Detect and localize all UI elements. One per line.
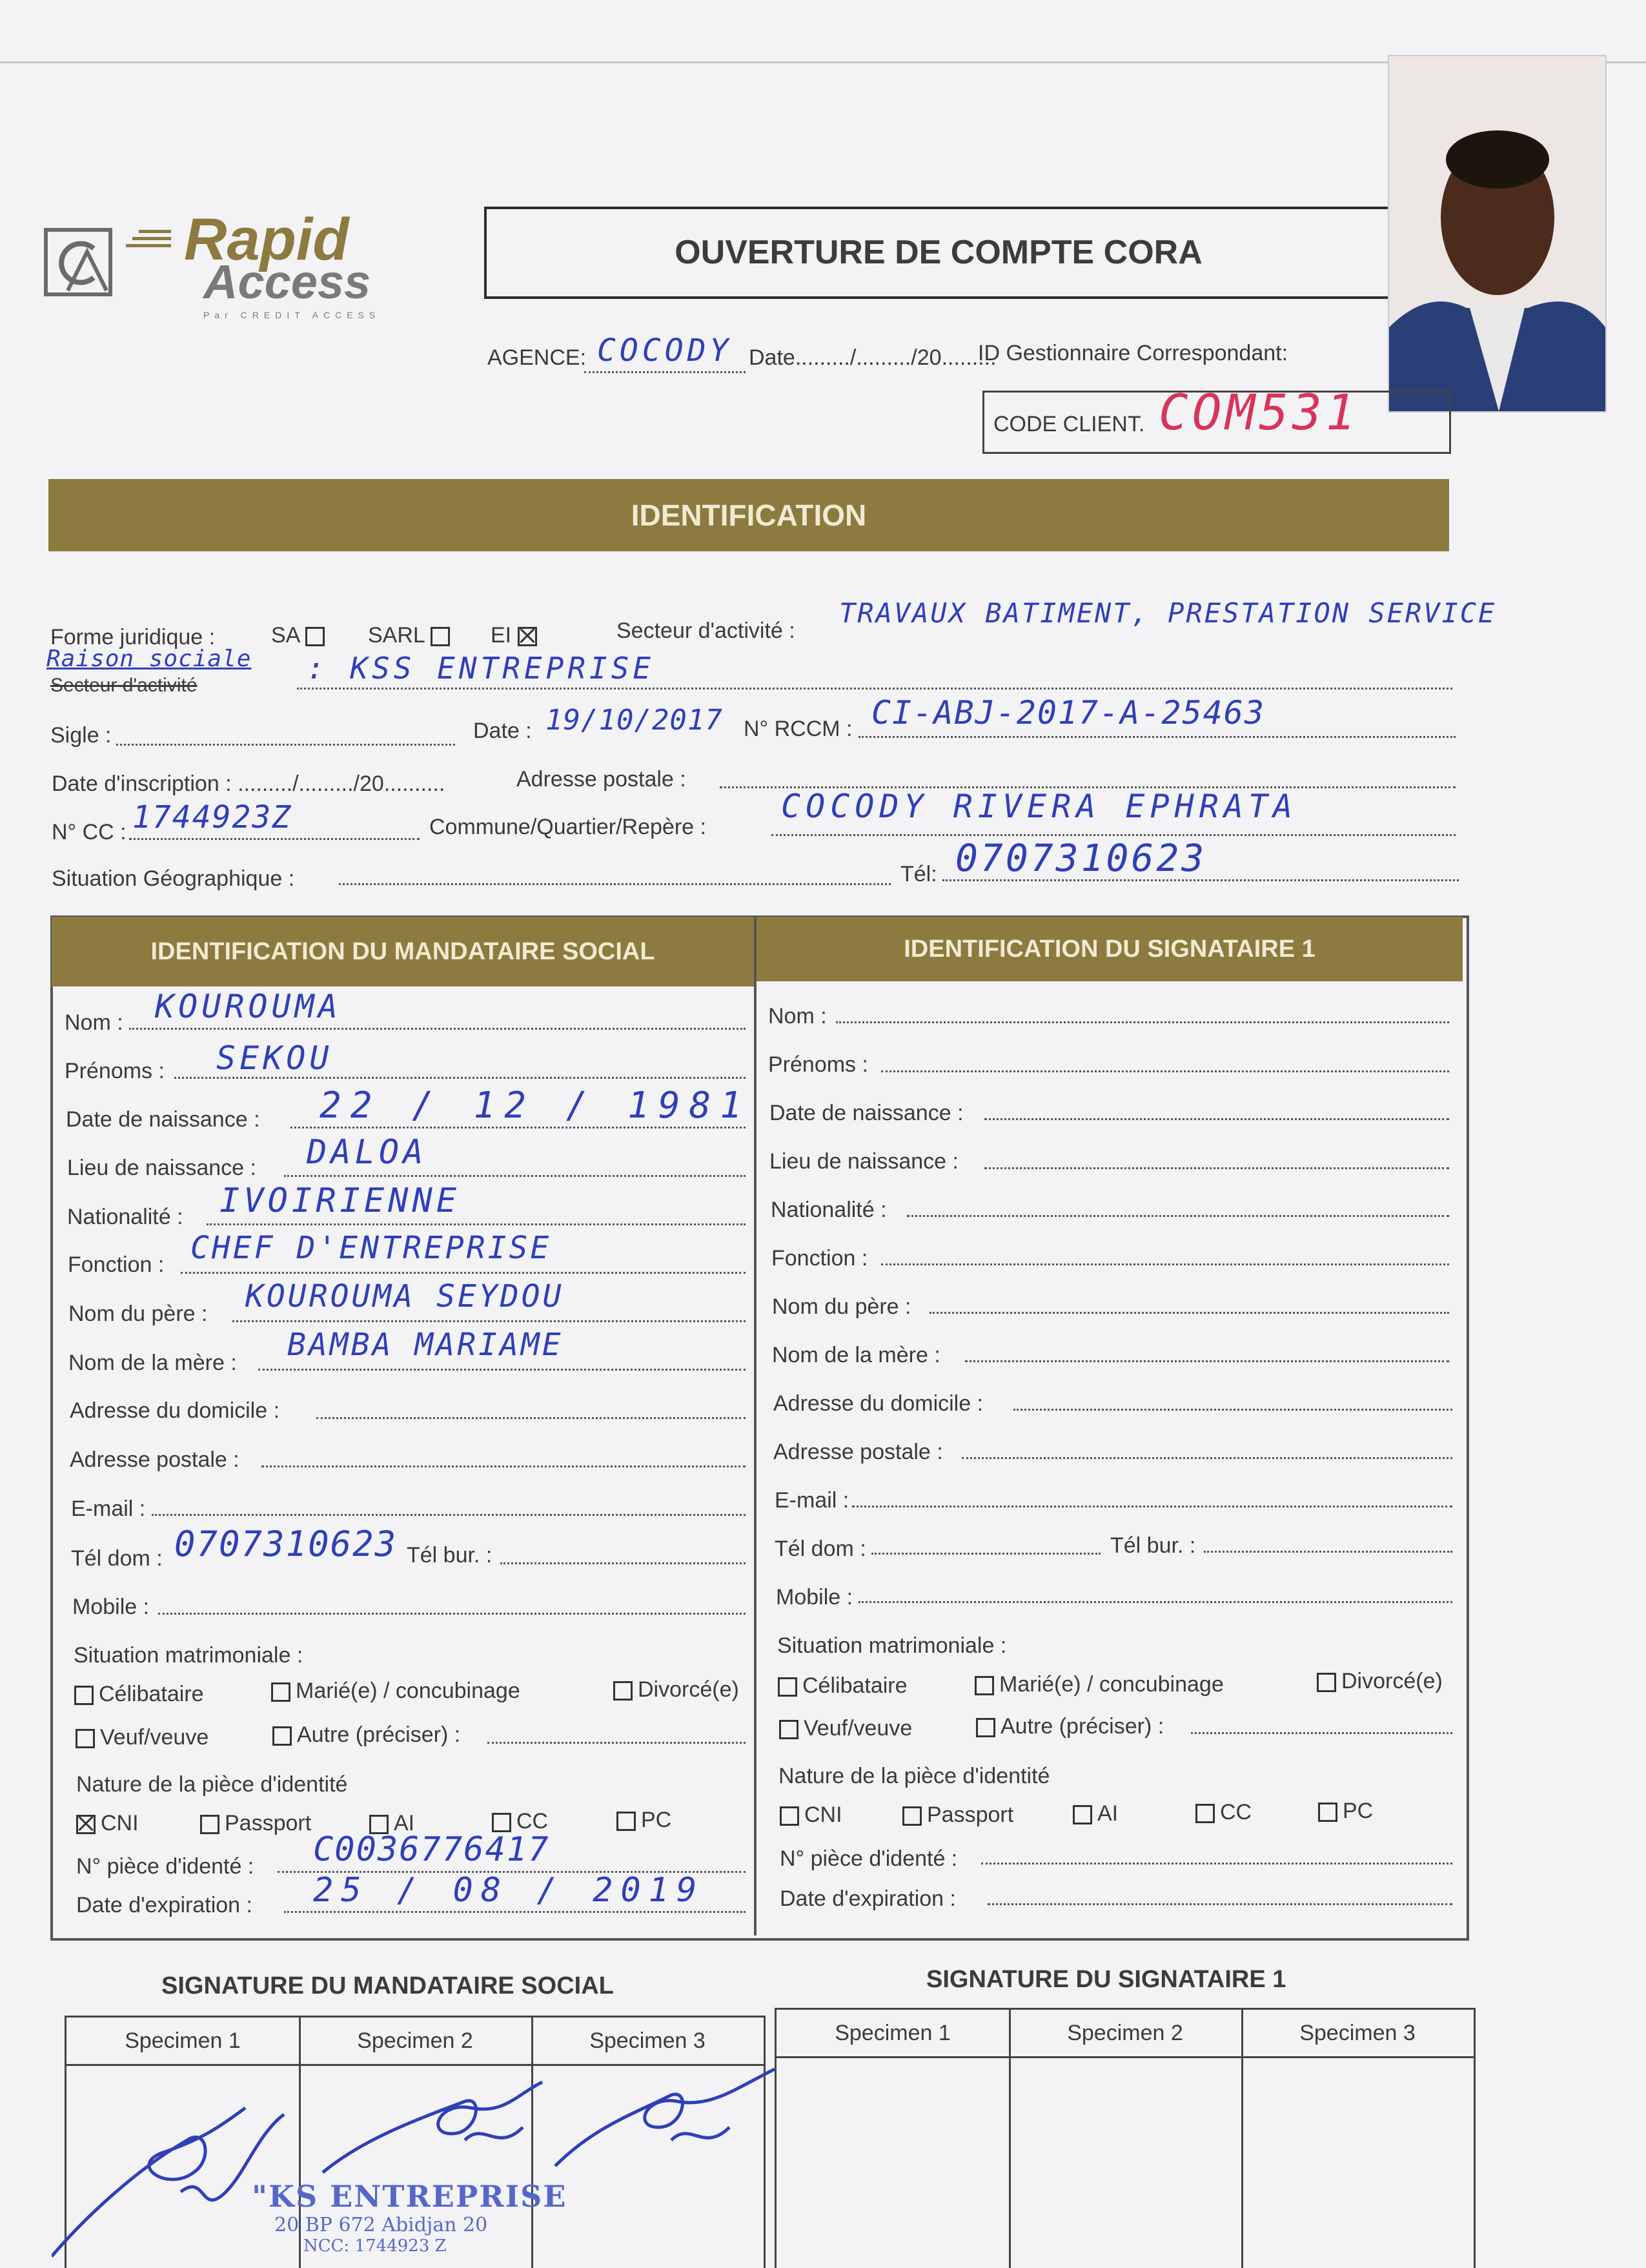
forme-option-sa[interactable]: SA (271, 623, 330, 648)
mand-prenoms-label: Prénoms : (65, 1059, 165, 1083)
form-title-box (484, 207, 1393, 299)
id-photo (1388, 55, 1607, 413)
tel-line (942, 879, 1459, 881)
mand-opt-divorce[interactable]: Divorcé(e) (613, 1677, 739, 1702)
mand-adresse-postale-line[interactable] (261, 1466, 746, 1467)
sig-mobile-line[interactable] (859, 1601, 1452, 1603)
sig-specimen-3-header: Specimen 3 (1241, 2010, 1474, 2058)
mand-naissance-line (290, 1127, 746, 1129)
mand-numero-label: N° pièce d'identé : (76, 1854, 254, 1879)
signature-2 (323, 2082, 542, 2172)
date-inscription-label[interactable]: Date d'inscription : ........./........./20.......... (52, 771, 445, 796)
situation-geo-line[interactable] (339, 883, 891, 885)
sig-numero-label: N° pièce d'identé : (780, 1846, 958, 1871)
mand-expiration-value[interactable]: 25 / 08 / 2019 (313, 1871, 705, 1910)
tel-value[interactable]: 0707310623 (955, 836, 1207, 880)
commune-label: Commune/Quartier/Repère : (429, 815, 706, 839)
sigle-line[interactable] (116, 744, 455, 746)
signature-3-flourish (671, 2127, 729, 2140)
sig-nom-line[interactable] (836, 1021, 1449, 1023)
sig-tel-bur-line[interactable] (1204, 1551, 1452, 1553)
sig-opt-celibataire[interactable]: Célibataire (778, 1673, 908, 1699)
stamp-ncc: NCC: 1744923 Z (303, 2236, 447, 2256)
rccm-line (859, 736, 1456, 738)
forme-juridique-label: Forme juridique : (50, 625, 216, 649)
mand-opt-celibataire[interactable]: Célibataire (74, 1682, 204, 1707)
forme-option-sarl[interactable]: SARL (368, 623, 455, 648)
sig-pere-label: Nom du père : (772, 1294, 911, 1319)
sig-adresse-postale-label: Adresse postale : (773, 1440, 943, 1464)
sig-col-line-1 (1009, 2056, 1011, 2268)
mand-prenoms-line (174, 1077, 746, 1079)
signature-2-flourish (465, 2127, 523, 2140)
situation-geo-label: Situation Géographique : (52, 866, 295, 891)
mand-situation-label: Situation matrimoniale : (74, 1643, 303, 1668)
sig-prenoms-label: Prénoms : (768, 1052, 868, 1077)
mand-pere-label: Nom du père : (68, 1302, 208, 1326)
sig-piece-cc[interactable]: CC (1195, 1800, 1252, 1825)
mand-email-label: E-mail : (71, 1497, 146, 1521)
sig-piece-label: Nature de la pièce d'identité (778, 1764, 1050, 1788)
sig-situation-label: Situation matrimoniale : (777, 1633, 1007, 1658)
stamp-company-name: "KS ENTREPRISE (252, 2179, 567, 2214)
date-creation-value[interactable]: 19/10/2017 (545, 704, 723, 737)
mand-piece-ai[interactable]: AI (369, 1811, 414, 1836)
sig-piece-ai[interactable]: AI (1073, 1801, 1118, 1826)
mand-tel-bur-label: Tél bur. : (407, 1543, 493, 1568)
form-title: OUVERTURE DE COMPTE CORA (675, 234, 1203, 271)
sig-expiration-line[interactable] (988, 1903, 1452, 1905)
mand-lieu-line (284, 1175, 746, 1177)
secteur-label: Secteur d'activité : (616, 618, 795, 643)
sig-piece-pc[interactable]: PC (1318, 1799, 1373, 1824)
mandataire-header: IDENTIFICATION DU MANDATAIRE SOCIAL (52, 917, 754, 986)
date-creation-label: Date : (473, 719, 532, 743)
sig-mere-label: Nom de la mère : (772, 1343, 940, 1367)
sig-lieu-label: Lieu de naissance : (769, 1149, 959, 1174)
adresse-postale-label: Adresse postale : (516, 767, 686, 792)
identification-header: IDENTIFICATION (48, 479, 1449, 551)
mand-pere-line (232, 1320, 746, 1322)
sig-lieu-line[interactable] (984, 1167, 1449, 1169)
mand-mere-value[interactable]: BAMBA MARIAME (287, 1327, 564, 1363)
mand-piece-pc[interactable]: PC (616, 1808, 671, 1833)
gestionnaire-label: ID Gestionnaire Correspondant: (978, 341, 1288, 365)
signataire-signature-title: SIGNATURE DU SIGNATAIRE 1 (926, 1966, 1286, 1993)
mand-domicile-label: Adresse du domicile : (70, 1398, 280, 1423)
sig-piece-passport[interactable]: Passport (902, 1803, 1013, 1828)
mand-mobile-label: Mobile : (72, 1595, 150, 1619)
sig-email-label: E-mail : (775, 1488, 849, 1513)
raison-label-handwritten: Raison sociale (46, 646, 252, 672)
sig-mobile-label: Mobile : (776, 1585, 853, 1609)
logo-mark-icon (42, 226, 119, 303)
sig-mere-line[interactable] (965, 1360, 1449, 1362)
raison-label-struck: Secteur d'activité (50, 675, 198, 696)
mand-nom-label: Nom : (65, 1010, 123, 1035)
mand-expiration-label: Date d'expiration : (76, 1893, 252, 1917)
sig-pere-line[interactable] (930, 1312, 1449, 1314)
stamp-address: 20 BP 672 Abidjan 20 (274, 2214, 488, 2236)
forme-option-ei[interactable]: EI (491, 623, 542, 648)
sig-tel-dom-label: Tél dom : (775, 1537, 866, 1561)
mand-opt-autre[interactable]: Autre (préciser) : (272, 1722, 460, 1748)
signature-3 (555, 2069, 775, 2166)
mand-specimen-3-header: Specimen 3 (531, 2018, 764, 2066)
mand-piece-cni[interactable]: CNI (76, 1811, 139, 1836)
sig-numero-line[interactable] (981, 1863, 1452, 1864)
logo-main-text: Rapid (184, 207, 349, 272)
mand-nom-value[interactable]: KOUROUMA (155, 988, 341, 1025)
mand-mobile-line[interactable] (158, 1613, 746, 1615)
date-label: Date........./........./20......... (749, 345, 997, 370)
mand-nationalite-value[interactable]: IVOIRIENNE (219, 1181, 461, 1220)
mand-domicile-line[interactable] (316, 1417, 746, 1419)
sig-domicile-label: Adresse du domicile : (773, 1391, 984, 1416)
sig-naissance-label: Date de naissance : (769, 1101, 964, 1125)
sig-tel-dom-line[interactable] (871, 1553, 1101, 1555)
mand-email-line[interactable] (152, 1514, 746, 1516)
tel-label: Tél: (900, 862, 937, 886)
mand-lieu-label: Lieu de naissance : (67, 1156, 256, 1180)
sig-nationalite-line[interactable] (907, 1215, 1449, 1217)
sig-specimen-1-header: Specimen 1 (777, 2010, 1011, 2058)
signataire-header: IDENTIFICATION DU SIGNATAIRE 1 (757, 917, 1463, 981)
mand-adresse-postale-label: Adresse postale : (70, 1447, 239, 1472)
mand-piece-passport[interactable]: Passport (200, 1811, 311, 1836)
mand-mere-line (258, 1369, 746, 1371)
sig-tel-bur-label: Tél bur. : (1110, 1533, 1196, 1558)
company-stamp (252, 2179, 587, 2266)
sig-opt-marie[interactable]: Marié(e) / concubinage (975, 1672, 1224, 1697)
mand-fonction-value[interactable]: CHEF D'ENTREPRISE (190, 1230, 552, 1266)
sig-specimen-2-header: Specimen 2 (1009, 2010, 1243, 2058)
sig-domicile-line[interactable] (1013, 1409, 1452, 1411)
commune-value[interactable]: COCODY RIVERA EPHRATA (781, 788, 1298, 825)
mand-numero-value[interactable]: C0036776417 (313, 1830, 550, 1869)
mand-tel-dom-value[interactable]: 0707310623 (174, 1524, 398, 1564)
sig-naissance-line[interactable] (984, 1118, 1449, 1120)
mand-pere-value[interactable]: KOUROUMA SEYDOU (245, 1278, 564, 1314)
rapid-access-logo (42, 207, 403, 329)
mand-piece-label: Nature de la pièce d'identité (76, 1772, 348, 1797)
mand-fonction-line (181, 1272, 746, 1274)
ncc-value[interactable]: 1744923Z (132, 799, 292, 835)
mand-prenoms-value[interactable]: SEKOU (216, 1039, 333, 1077)
sig-fonction-label: Fonction : (771, 1246, 868, 1271)
code-client-box (982, 383, 1451, 454)
logo-sub-text: Access (203, 255, 371, 309)
secteur-value[interactable]: TRAVAUX BATIMENT, PRESTATION SERVICE (839, 597, 1497, 629)
mand-tel-dom-label: Tél dom : (71, 1546, 163, 1571)
ncc-label: N° CC : (52, 820, 127, 844)
mand-expiration-line (284, 1911, 746, 1913)
sig-adresse-postale-line[interactable] (962, 1457, 1452, 1459)
sig-opt-veuf[interactable]: Veuf/veuve (779, 1716, 912, 1741)
logo-tagline: Par CREDIT ACCESS (203, 310, 381, 320)
agence-label: AGENCE: (487, 345, 587, 370)
column-divider (754, 917, 757, 1936)
sigle-label: Sigle : (50, 723, 112, 748)
mand-nom-line (129, 1028, 746, 1030)
agence-value[interactable]: COCODY (597, 332, 733, 369)
signature-1 (52, 2108, 245, 2256)
sig-col-line-2 (1241, 2056, 1243, 2268)
mand-piece-cc[interactable]: CC (492, 1809, 548, 1834)
code-client-value[interactable]: COM531 (1159, 383, 1359, 441)
mand-tel-bur-line[interactable] (500, 1562, 746, 1564)
sig-nationalite-label: Nationalité : (771, 1198, 887, 1222)
rccm-label: N° RCCM : (744, 717, 853, 741)
mand-opt-marie[interactable]: Marié(e) / concubinage (271, 1679, 520, 1704)
sig-fonction-line[interactable] (881, 1263, 1449, 1265)
mandataire-signature-title: SIGNATURE DU MANDATAIRE SOCIAL (161, 1972, 614, 1999)
mand-specimen-2-header: Specimen 2 (299, 2018, 533, 2066)
mand-naissance-value[interactable]: 22 / 12 / 1981 (320, 1085, 751, 1127)
mand-mere-label: Nom de la mère : (68, 1351, 237, 1375)
rccm-value[interactable]: CI-ABJ-2017-A-25463 (871, 694, 1265, 731)
mand-lieu-value[interactable]: DALOA (307, 1133, 427, 1172)
sig-expiration-label: Date d'expiration : (780, 1886, 956, 1911)
sig-piece-cni[interactable]: CNI (780, 1803, 842, 1828)
raison-sociale-value[interactable]: : KSS ENTREPRISE (307, 651, 655, 686)
agence-line (584, 371, 746, 373)
mand-specimen-1-header: Specimen 1 (66, 2018, 301, 2066)
mand-opt-veuf[interactable]: Veuf/veuve (76, 1725, 208, 1750)
sig-opt-autre[interactable]: Autre (préciser) : (976, 1714, 1164, 1739)
mand-fonction-label: Fonction : (68, 1252, 165, 1277)
sig-prenoms-line[interactable] (881, 1070, 1449, 1072)
sig-autre-line[interactable] (1191, 1732, 1452, 1734)
code-client-label: CODE CLIENT. (993, 412, 1145, 436)
raison-line (297, 688, 1452, 690)
ncc-line (129, 838, 420, 840)
speed-lines-icon (126, 226, 171, 265)
sig-nom-label: Nom : (768, 1004, 827, 1028)
mand-naissance-label: Date de naissance : (66, 1107, 260, 1132)
signataire-specimen-table (775, 2008, 1476, 2268)
mand-autre-line[interactable] (487, 1742, 746, 1744)
mand-nationalite-label: Nationalité : (67, 1205, 183, 1229)
mand-nationalite-line (207, 1223, 746, 1225)
sig-email-line[interactable] (852, 1506, 1452, 1507)
sig-opt-divorce[interactable]: Divorcé(e) (1317, 1669, 1443, 1694)
